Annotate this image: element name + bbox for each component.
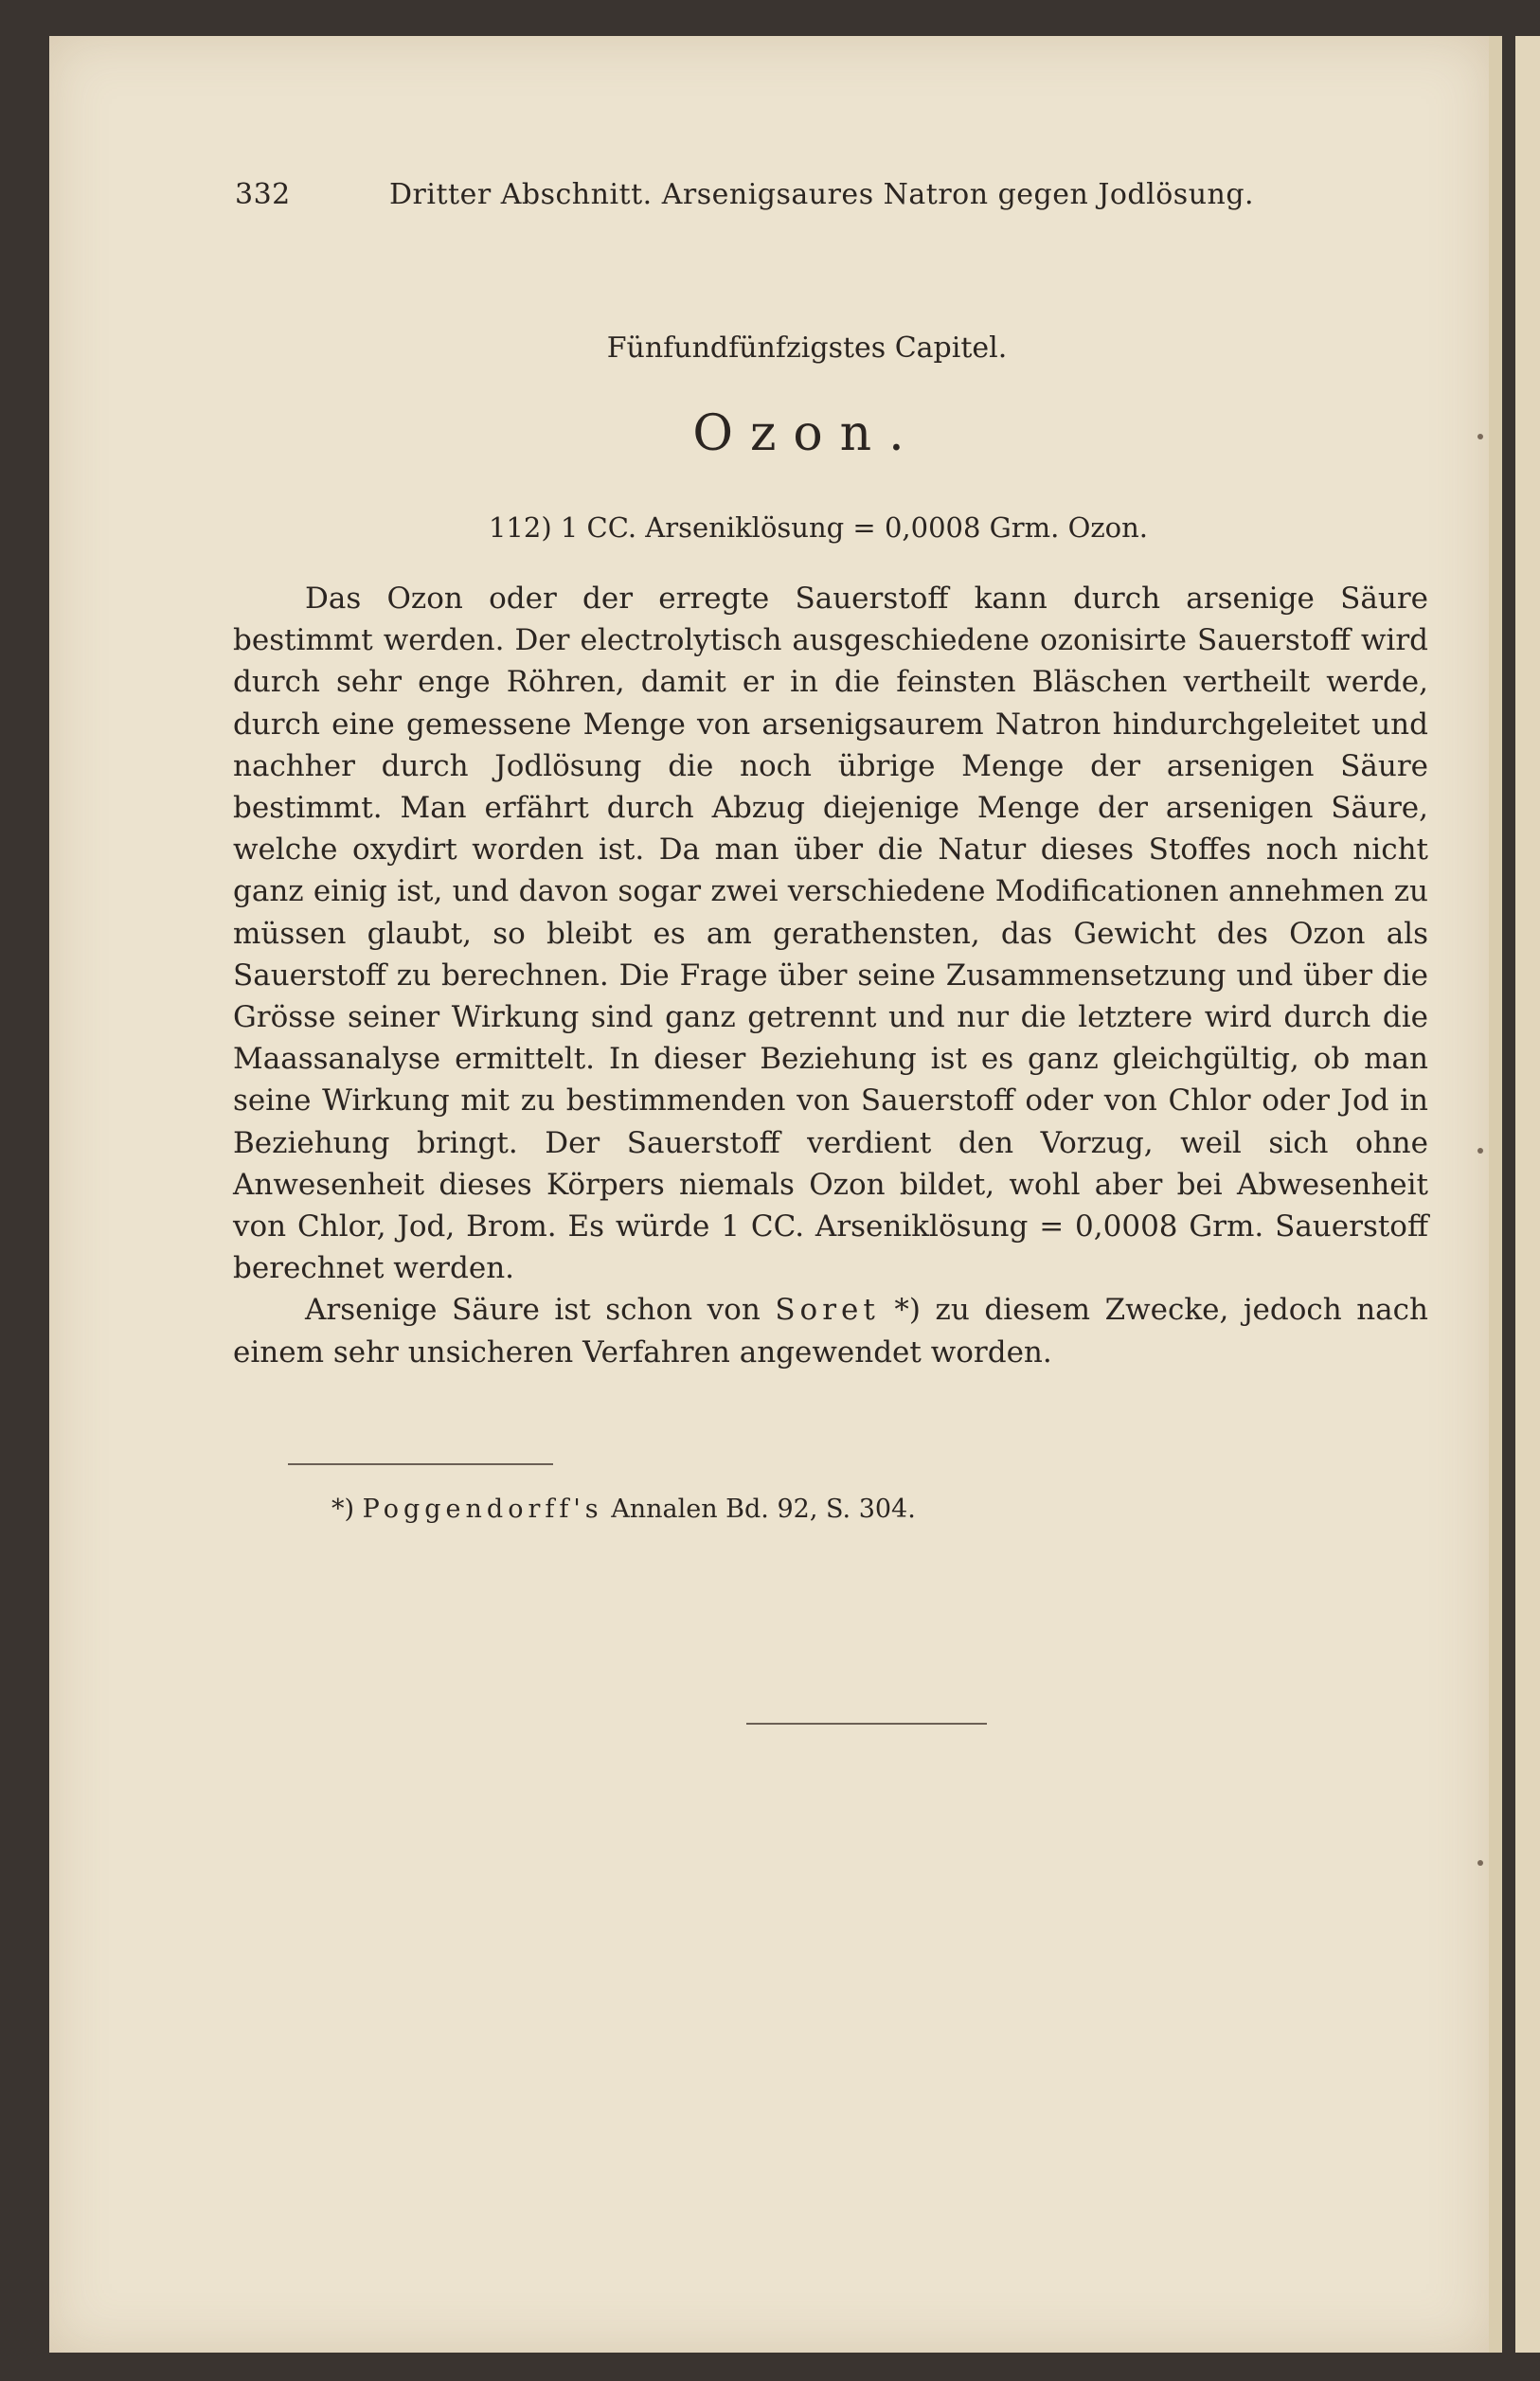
formula-line: 112) 1 CC. Arseniklösung = 0,0008 Grm. Ozon. — [488, 511, 1149, 544]
paragraph: Arsenige Säure ist schon von Soret *) zu diesem Zwecke, jedoch nach einem sehr unsicheren Verfahren angewendet worden. — [233, 1293, 1428, 1370]
page-number: 332 — [235, 178, 291, 211]
margin-mark — [1477, 1860, 1483, 1866]
section-title: Ozon. — [692, 405, 922, 462]
margin-mark — [1477, 1148, 1483, 1154]
paragraph: Das Ozon oder der erregte Sauerstoff kann durch arsenige Säure bestimmt werden. Der electrolytisch ausgeschiedene ozonisirte Sauerstoff wird durch sehr enge Röhren, damit er in die feinsten Bläschen vertheilt werde, durch eine gemessene Menge von arsenigsaurem Natron hindurchgeleitet und nachher durch Jodlösung die noch übrige Menge der arsenigen Säure bestimmt. Man erfährt durch Abzug diejenige Menge der arsenigen Säure, welche oxydirt worden ist. Da man über die Natur dieses Stoffes noch nicht ganz einig ist, und davon sogar zwei verschiedene Modificationen annehmen zu müssen glaubt, so bleibt es am gerathensten, das Gewicht des Ozon als Sauerstoff zu berechnen. Die Frage über seine Zusammensetzung und über die Grösse seiner Wirkung sind ganz getrennt und nur die letztere wird durch die Maassanalyse ermittelt. In dieser Beziehung ist es ganz gleichgültig, ob man seine Wirkung mit zu bestimmenden von Sauerstoff oder von Chlor oder Jod in Beziehung bringt. Der Sauerstoff verdient den Vorzug, weil sich ohne Anwesenheit dieses Körpers niemals Ozon bildet, wohl aber bei Abwesenheit von Chlor, Jod, Brom. Es würde 1 CC. Arseniklösung = 0,0008 Grm. Sauerstoff berechnet werden. — [233, 582, 1428, 1286]
footnote-author: Poggendorff's — [362, 1495, 603, 1524]
body-text — [233, 578, 1428, 1373]
footnote-rule — [288, 1463, 553, 1465]
end-rule — [746, 1723, 987, 1725]
chapter-heading: Fünfundfünfzigstes Capitel. — [606, 331, 1008, 365]
author-name: Soret — [775, 1293, 880, 1328]
running-title: Dritter Abschnitt. Arsenigsaures Natron gegen Jodlösung. — [389, 178, 1255, 211]
page-edge — [1515, 36, 1540, 2353]
footnote: *) Poggendorff's Annalen Bd. 92, S. 304. — [331, 1495, 916, 1524]
margin-mark — [1477, 434, 1483, 439]
book-page — [49, 36, 1502, 2353]
